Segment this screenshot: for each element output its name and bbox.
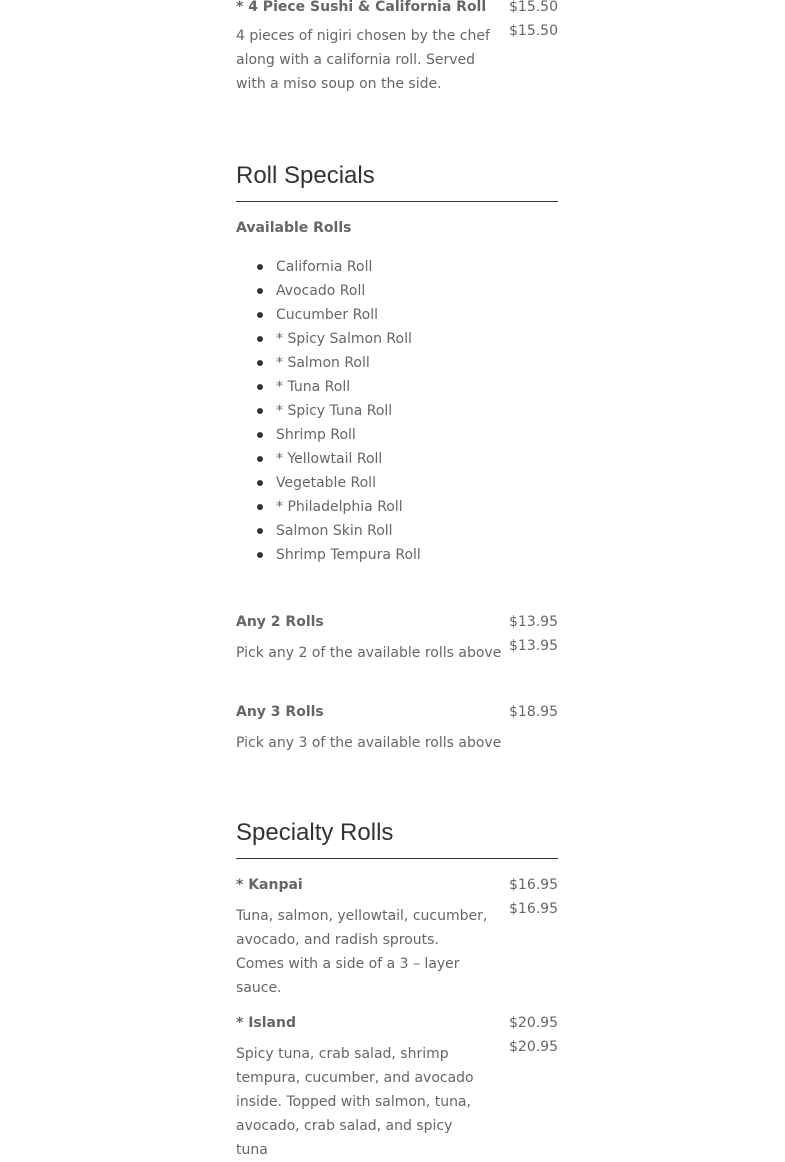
menu-item-description: Pick any 2 of the available rolls above [236,645,502,661]
menu-item-description: Spicy tuna, crab salad, shrimp tempura, cucumber, and avocado inside. Topped with salmon, tuna, avocado, crab salad, and spicy tuna [236,1046,474,1158]
list-item: * Salmon Roll [276,351,421,375]
menu-item-price-repeat: $20.95 [509,1039,558,1055]
list-item: * Spicy Salmon Roll [276,327,421,351]
section-title-specialty-rolls: Specialty Rolls [236,818,558,859]
list-item: Vegetable Roll [276,471,421,495]
list-item: * Philadelphia Roll [276,495,421,519]
menu-item-name: Any 2 Rolls [236,614,324,630]
list-item: Avocado Roll [276,279,421,303]
menu-item-price-repeat: $16.95 [509,901,558,917]
menu-item-name: Any 3 Rolls [236,704,324,720]
list-item: Salmon Skin Roll [276,519,421,543]
menu-item-price: $16.95 [509,877,558,893]
list-item: Shrimp Roll [276,423,421,447]
menu-item-description: 4 pieces of nigiri chosen by the chef along with a california roll. Served with a miso soup on the side. [236,28,490,92]
list-item: Shrimp Tempura Roll [276,543,421,567]
menu-item-description: Tuna, salmon, yellowtail, cucumber, avocado, and radish sprouts. Comes with a side of a 3 – layer sauce. [236,908,488,996]
available-rolls-heading: Available Rolls [236,220,352,236]
menu-item-name: * 4 Piece Sushi & California Roll [236,0,487,15]
menu-item-description: Pick any 3 of the available rolls above [236,735,502,751]
menu-item-price: $15.50 [509,0,558,15]
menu-item-name: * Island [236,1015,296,1031]
menu-item-price: $18.95 [509,704,558,720]
menu-item-price-repeat: $13.95 [509,638,558,654]
list-item: California Roll [276,255,421,279]
menu-item-price: $13.95 [509,614,558,630]
menu-item-price-repeat: $15.50 [509,23,558,39]
section-title-roll-specials: Roll Specials [236,161,558,202]
list-item: * Tuna Roll [276,375,421,399]
menu-item-name: * Kanpai [236,877,303,893]
menu-item-price: $20.95 [509,1015,558,1031]
list-item: Cucumber Roll [276,303,421,327]
available-rolls-list [236,255,421,567]
list-item: * Yellowtail Roll [276,447,421,471]
list-item: * Spicy Tuna Roll [276,399,421,423]
